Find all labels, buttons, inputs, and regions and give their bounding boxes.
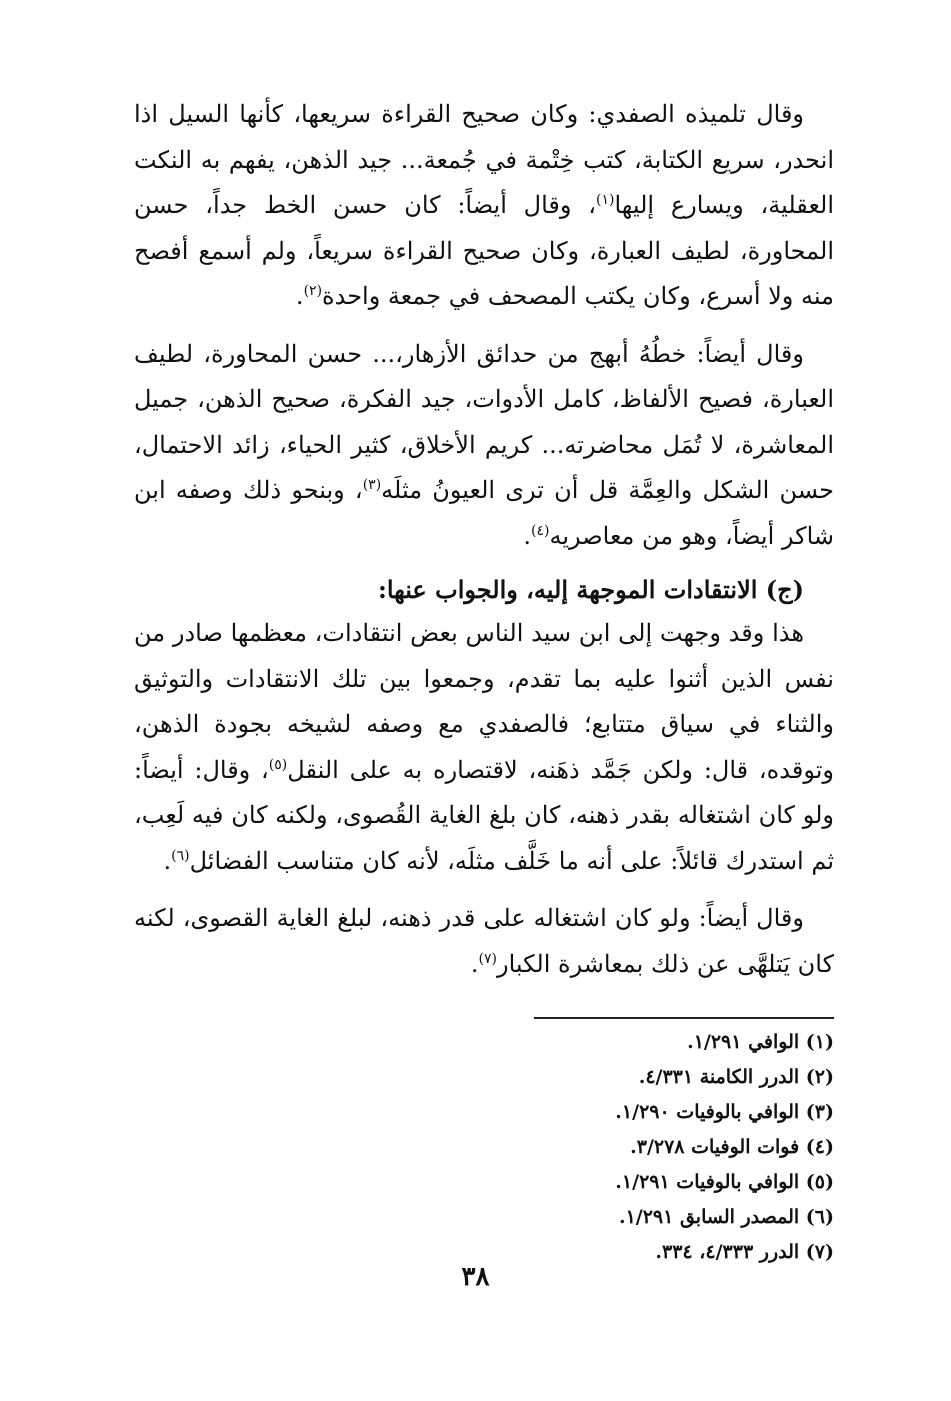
footnote-3: (٣) الوافي بالوفيات ١/٢٩٠.: [615, 1101, 834, 1123]
paragraph-text: .: [163, 846, 172, 875]
paragraph-text: ، وقال: أيضاً: ولو كان اشتغاله بقدر ذهنه، كان بلغ الغاية القُصوى، ولكنه كان فيه لَعِب، ثم استدرك قائلاً: على أنه ما خَلَّف مثلَه، لأنه كان متناسب الفضائل: [134, 755, 834, 875]
footnote-marker: (١): [596, 192, 615, 208]
paragraph-text: .: [470, 949, 479, 978]
footnote-2: (٢) الدرر الكامنة ٤/٣٣١.: [638, 1066, 834, 1088]
paragraph-text: .: [295, 282, 304, 310]
page-body: [134, 92, 834, 1270]
footnote-1: (١) الوافي ١/٢٩١.: [687, 1031, 834, 1053]
page-number: ٣٨: [461, 1262, 490, 1292]
footnote-marker: (٢): [303, 283, 323, 299]
footnote-marker: (٣): [362, 477, 382, 493]
footnote-7: (٧) الدرر ٤/٣٣٣، ٣٣٤.: [655, 1241, 834, 1263]
paragraph-text: وقال أيضاً: ولو كان اشتغاله على قدر ذهنه، لبلغ الغاية القصوى، لكنه كان يَتلهَّى عن ذلك بمعاشرة الكبار: [134, 904, 834, 978]
footnote-4: (٤) فوات الوفيات ٣/٢٧٨.: [630, 1136, 834, 1158]
footnote-6: (٦) المصدر السابق ١/٢٩١.: [618, 1206, 834, 1228]
footnote-marker: (٧): [478, 950, 497, 967]
footnote-marker: (٥): [268, 756, 288, 773]
paragraph-text: وقال تلميذه الصفدي: وكان صحيح القراءة سريعها، كأنها السيل اذا انحدر، سريع الكتابة، كتب خِتْمة في جُمعة... جيد الذهن، يفهم به النكت العقلية، ويسارع إليها: [134, 100, 835, 219]
footnote-divider: [534, 1017, 834, 1019]
paragraph-text: ، وبنحو ذلك وصفه ابن شاكر أيضاً، وهو من معاصريه: [134, 476, 834, 550]
footnotes-list: [134, 1025, 834, 1270]
section-heading: (ج) الانتقادات الموجهة إليه، والجواب عنها:: [377, 575, 804, 604]
paragraph-text: .: [523, 521, 532, 550]
paragraph-4: [134, 896, 834, 987]
footnote-marker: (٦): [171, 847, 190, 864]
paragraph-1: [134, 92, 834, 320]
paragraph-3: [134, 611, 834, 884]
footnote-5: (٥) الوافي بالوفيات ١/٢٩١.: [615, 1171, 834, 1193]
paragraph-text: وقال أيضاً: خطُهُ أبهج من حدائق الأزهار،... حسن المحاورة، لطيف العبارة، فصيح الألفاظ، كامل الأدوات، جيد الفكرة، صحيح الذهن، جميل المعاشرة، لا تُمَل محاضرته... كريم الأخلاق، كثير الحياء، زائد الاحتمال، حسن الشكل والعِمَّة قل أن ترى العيونُ مثلَه: [134, 339, 835, 504]
paragraph-text: ، وقال أيضاً: كان حسن الخط جداً، حسن المحاورة، لطيف العبارة، وكان صحيح القراءة سريعاً، ولم أسمع أفصح منه ولا أسرع، وكان يكتب المصحف في جمعة واحدة: [134, 191, 834, 310]
paragraph-text: هذا وقد وجهت إلى ابن سيد الناس بعض انتقادات، معظمها صادر من نفس الذين أثنوا عليه بما تقدم، وجمعوا بين تلك الانتقادات والتوثيق والثناء في سياق متتابع؛ فالصفدي مع وصفه لشيخه بجودة الذهن، وتوقده، قال: ولكن جَمَّد ذهَنه، لاقتصاره به على النقل: [134, 619, 834, 784]
footnote-marker: (٤): [531, 522, 550, 539]
paragraph-2: [134, 332, 834, 560]
